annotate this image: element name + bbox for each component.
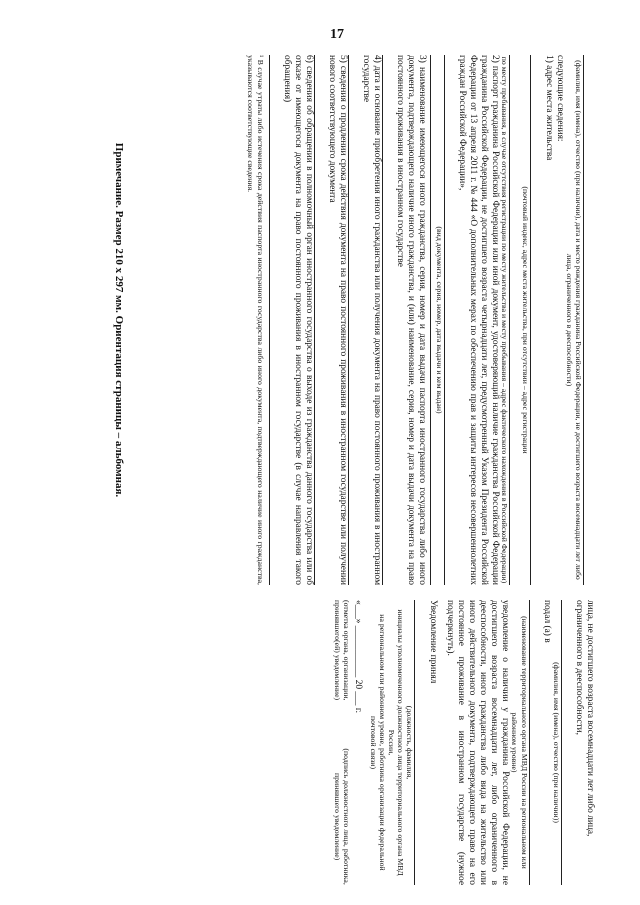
header-caption: (фамилия, имя (имена), отчество (при наличии), дата и место рождения гражданина Российской Федерации, не достигшего возраста восемнадцати лет либо лица, ограниченного в дееспособности) (564, 60, 583, 580)
item3-text: 3) наименование имеющегося иного гражданства, серия, номер и дата выдачи паспорта иностранного государства либо иного документа, подтверждающего наличие иного гражданства, и (или) наименование, серия, номер и дата выдачи документа на право постоянного проживания в иностранном государстве (395, 55, 428, 585)
date-line: «___» ___________ 20 ___ г. (352, 600, 363, 713)
item1-caption: (почтовый индекс, адрес места жительства, при отсутствии – адрес регистрации (521, 186, 531, 454)
divider (431, 55, 432, 585)
top-text: лица, не достигшего возраста восемнадцати лет либо лица, ограниченного в дееспособности, (573, 600, 595, 837)
filed-in-label: подал (а) в (541, 600, 552, 643)
name-field-line (583, 55, 595, 585)
right-column (95, 600, 595, 885)
accepted-caption: (должность, фамилия, (405, 705, 415, 780)
item2-text: 2) паспорт гражданина Российской Федерации или иной документ, удостоверяющий наличие гражданства Российской Федерации гражданина Российской Федерации, не достигшего возраста четырнадцати лет, предусмотренный Указом Президента Российской Федерации от 13 апреля 2011 г. № 444 «О дополнительных мерах по обеспечению прав и защиты интересов несовершеннолетних граждан Российской Федерации», (456, 55, 501, 585)
top-line (561, 600, 573, 885)
org-line (529, 600, 541, 885)
left-column (95, 55, 595, 585)
item2-line (444, 55, 456, 585)
accepted-caption2: инициалы уполномоченного должностного лица территориального органа МВД России, (387, 609, 406, 876)
accepted-line (415, 600, 427, 885)
org-caption: (наименование территориального органа МВД России на региональном или районном уровне) (510, 616, 529, 869)
footnote: ¹ В случае утраты либо истечения срока действия паспорта иностранного государства либо иного документа, подтверждающего наличие иного гражданства, указываются соответствующие сведения. (246, 55, 265, 585)
item2-caption: (вид документа, серия, номер, дата выдачи и кем выдан) (434, 226, 444, 414)
item5-line (314, 55, 326, 585)
accepted-caption3: на региональном или районном уровне, работника организации федеральной почтовой связи) (368, 614, 387, 871)
item1-line2 (509, 55, 521, 585)
stamp-caption: (отметка органа, организации, принявшего(ей) уведомление) (333, 600, 352, 701)
item5-text: 5) сведения о продлении срока действия документа на право постоянного проживания в иностранном государстве или получении нового соответствующего документа (326, 55, 349, 585)
top-caption: (фамилия, имя (имена), отчество (при наличии)) (551, 662, 561, 823)
item6-text: 6) сведения об обращении в полномочный орган иностранного государства о выходе из гражданства данного государства или об отказе от имеющегося документа на право постоянного проживания в иностранном государстве (в случае направления такого обращения) (281, 55, 314, 585)
page-number: 17 (330, 27, 344, 42)
intro-text: следующие сведения: (554, 55, 565, 142)
item3-line (382, 55, 394, 585)
item1-label: 1) адрес места жительства (543, 55, 554, 161)
notice-text: уведомление о наличии у гражданина Российской Федерации, не достигшего возраста восемнадцати лет, либо ограниченного в дееспособности, иного гражданства либо вида на жительство или иного действительного документа, подтверждающего право на его постоянное проживание в иностранном государстве (нужное подчеркнуть). (444, 600, 511, 885)
page-note: Примечание. Размер 210 x 297 мм. Ориентация страницы – альбомная. (113, 142, 125, 498)
item1-line (530, 55, 542, 585)
item6-line (269, 55, 281, 585)
item1-caption2: по месту пребывания, в случае отсутствия регистрации по месту жительства и месту пребывания – адрес фактического нахождения в Российской Федерации) (500, 56, 510, 584)
accepted-label: Уведомление принял (427, 600, 438, 684)
rotated-form (90, 55, 595, 885)
item4-text: 4) дата и основание приобретения иного гражданства или получения документа на право постоянного проживания в иностранном государстве (361, 55, 383, 585)
item4-line (348, 55, 360, 585)
signature-caption: (подпись должностного лица, работника, принявшего уведомление) (333, 748, 352, 885)
signature-row (333, 600, 351, 885)
